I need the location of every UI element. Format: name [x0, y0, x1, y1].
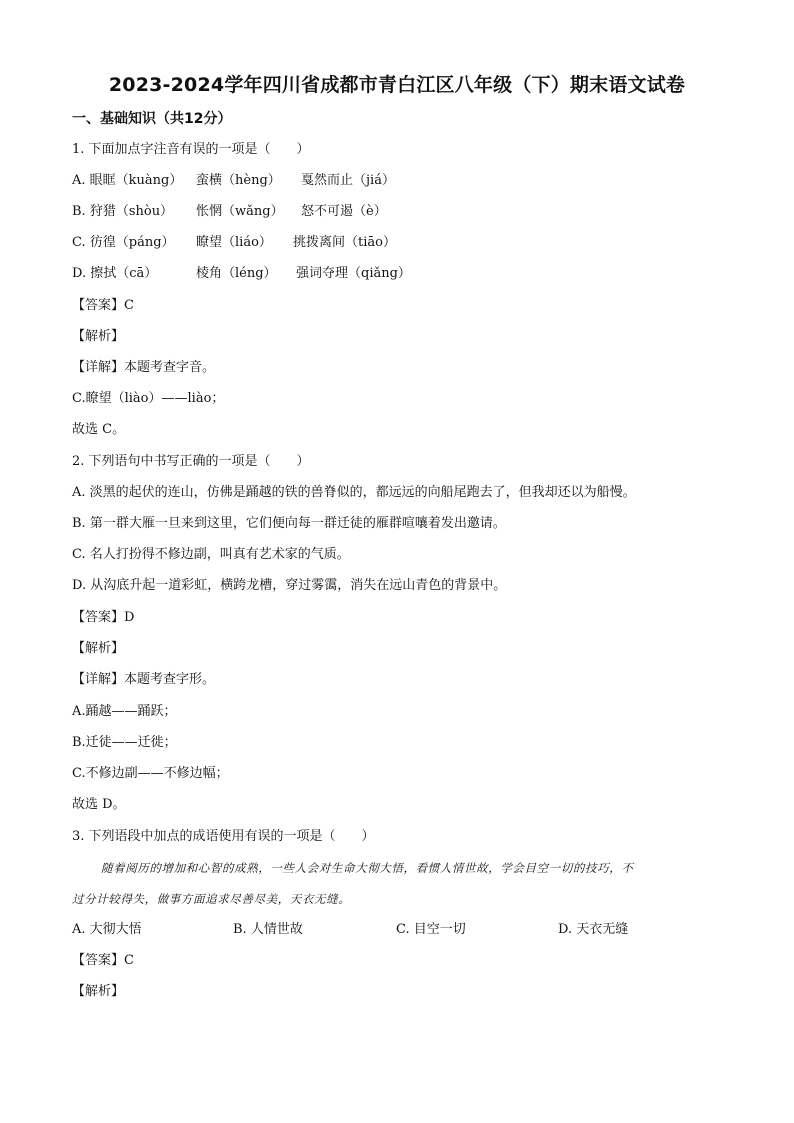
- q2-explanation-line: 故选 D。: [72, 797, 126, 812]
- detail-tag: 【详解】: [72, 360, 125, 375]
- q2-option-d: D. 从沟底升起一道彩虹，横跨龙槽，穿过雾霭，消失在远山青色的背景中。: [72, 578, 507, 593]
- q2-detail: [72, 671, 215, 689]
- q2-explanation-line: C.不修边副——不修边幅；: [72, 766, 229, 781]
- question-2-stem: 2. 下列语句中书写正确的一项是（ ）: [72, 454, 310, 469]
- answer-value: C: [124, 953, 134, 968]
- q1-explanation-line: 故选 C。: [72, 422, 126, 437]
- q2-option-a: A. 淡黑的起伏的连山，仿佛是踊越的铁的兽脊似的，都远远的向船尾跑去了，但我却还以为船慢。: [72, 485, 636, 500]
- q2-explanation-line: A.踊越——踊跃；: [72, 704, 177, 719]
- answer-value: D: [124, 610, 135, 625]
- question-1-stem: 1. 下面加点字注音有误的一项是（ ）: [72, 142, 310, 157]
- q1-option-a-3: 戛然而止（jiá）: [301, 173, 395, 188]
- q1-option-c-3: 挑拨离间（tiāo）: [293, 235, 396, 250]
- q1-option-d-3: 强词夺理（qiǎng）: [296, 266, 411, 281]
- q1-option-d-2: 棱角（léng）: [196, 266, 277, 281]
- q3-analysis-tag: 【解析】: [72, 984, 125, 999]
- detail-text: 本题考查字形。: [124, 672, 216, 687]
- detail-text: 本题考查字音。: [124, 360, 216, 375]
- question-3-stem: 3. 下列语段中加点的成语使用有误的一项是（ ）: [72, 829, 375, 844]
- q2-option-c: C. 名人打扮得不修边副，叫真有艺术家的气质。: [72, 547, 350, 562]
- detail-tag: 【详解】: [72, 672, 125, 687]
- q2-explanation-line: B.迁徒——迁徙；: [72, 735, 177, 750]
- q3-option-c: C. 目空一切: [396, 922, 466, 937]
- q1-option-c-2: 瞭望（liáo）: [196, 235, 272, 250]
- q2-option-b: B. 第一群大雁一旦来到这里，它们便向每一群迁徒的雁群喧嚷着发出邀请。: [72, 516, 506, 531]
- q3-option-d: D. 天衣无缝: [558, 922, 629, 937]
- q3-answer: [72, 952, 134, 970]
- answer-value: C: [124, 298, 134, 313]
- answer-tag: 【答案】: [72, 610, 125, 625]
- q1-option-b-3: 怒不可遏（è）: [301, 204, 387, 219]
- q1-option-b-1: B. 狩猎（shòu）: [72, 204, 174, 219]
- answer-tag: 【答案】: [72, 953, 125, 968]
- page-title: 2023-2024学年四川省成都市青白江区八年级（下）期末语文试卷: [108, 74, 686, 96]
- q1-option-c-1: C. 彷徨（páng）: [72, 235, 175, 250]
- q3-option-a: A. 大彻大悟: [72, 922, 142, 937]
- q1-option-a-2: 蛮横（hèng）: [196, 173, 281, 188]
- q1-option-b-2: 怅惘（wǎng）: [196, 204, 284, 219]
- q3-passage-line: 过分计较得失，做事方面追求尽善尽美，天衣无缝。: [72, 892, 351, 906]
- q1-option-a-1: A. 眼眶（kuàng）: [72, 173, 183, 188]
- q2-answer: [72, 609, 134, 627]
- q3-passage-line: 随着阅历的增加和心智的成熟，一些人会对生命大彻大悟，看惯人情世故，学会目空一切的技巧，不: [101, 861, 634, 875]
- q1-answer: [72, 297, 134, 315]
- section-heading: 一、基础知识（共12分）: [72, 111, 232, 127]
- answer-tag: 【答案】: [72, 298, 125, 313]
- q1-analysis-tag: 【解析】: [72, 329, 125, 344]
- q1-explanation-line: C.瞭望（liào）——liào；: [72, 391, 225, 406]
- q1-option-d-1: D. 擦拭（cā）: [72, 266, 158, 281]
- q1-detail: [72, 359, 215, 377]
- q3-option-b: B. 人情世故: [233, 922, 303, 937]
- q2-analysis-tag: 【解析】: [72, 641, 125, 656]
